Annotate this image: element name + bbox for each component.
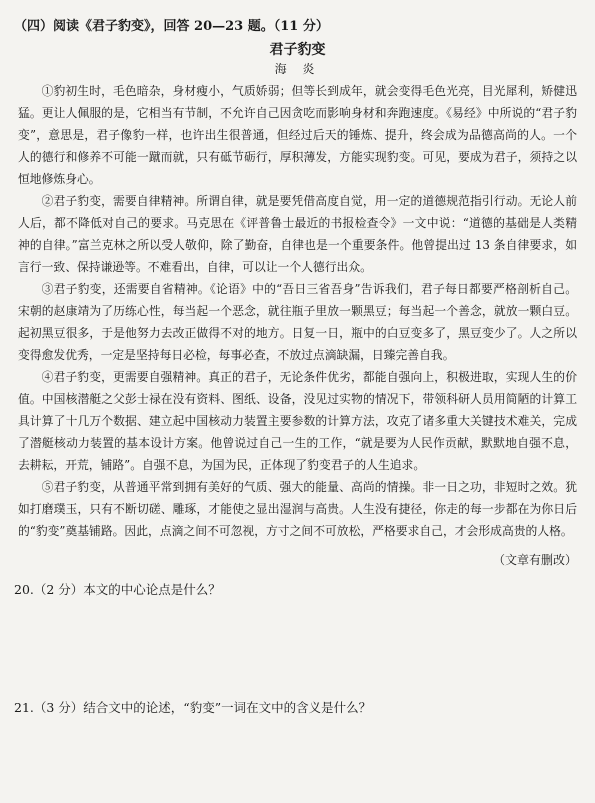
section-header: （四）阅读《君子豹变》，回答 20—23 题。（11 分）: [14, 19, 329, 34]
question-20: 20.（2 分）本文的中心论点是什么？: [14, 582, 221, 597]
article-author: 海 炎: [274, 62, 321, 76]
paragraph-2: ②君子豹变，需要自律精神。所谓自律，就是要凭借高度自觉，用一定的道德规范指引行动。无论人前人后，都不降低对自己的要求。马克思在《评普鲁士最近的书报检查令》一文中说：“道德的基础是人类精神的自律。”富兰克林之所以受人敬仰，除了勤奋，自律也是一个重要条件。他曾提出过 13 条自律要求，如言行一致、保持谦逊等。不难看出，自律，可以让一个人德行出众。: [18, 194, 577, 274]
paragraph-4: ④君子豹变，更需要自强精神。真正的君子，无论条件优劣，都能自强向上，积极进取，实现人生的价值。中国核潜艇之父彭士禄在没有资料、图纸、设备，没见过实物的情况下，带领科研人员用简陋的计算工具计算了十几万个数据、建立起中国核动力装置主要参数的计算方法，攻克了诸多重大关键技术难关，完成了潜艇核动力装置的基本设计方案。他曾说过自己一生的工作，“就是要为人民作贡献，默默地自强不息，去耕耘，开荒，铺路”。自强不息，为国为民，正体现了豹变君子的人生追求。: [18, 370, 577, 472]
paragraph-1: ①豹初生时，毛色暗杂，身材瘦小，气质娇弱；但等长到成年，就会变得毛色光亮，目光犀利，矫健迅猛。更让人佩服的是，它相当有节制，不允许自己因贪吃而影响身材和奔跑速度。《易经》中所说的“君子豹变”，意思是，君子像豹一样，也许出生很普通，但经过后天的锤炼、提升，终会成为品德高尚的人。一个人的德行和修养不可能一蹴而就，只有砥节砺行，厚积薄发，方能实现豹变。可见，要成为君子，须持之以恒地修炼身心。: [18, 84, 577, 186]
paragraph-3: ③君子豹变，还需要自省精神。《论语》中的“吾日三省吾身”告诉我们，君子每日都要严格剖析自己。宋朝的赵康靖为了历练心性，每当起一个恶念，就往瓶子里放一颗黑豆；每当起一个善念，就放一颗白豆。起初黑豆很多，于是他努力去改正做得不对的地方。日复一日，瓶中的白豆变多了，黑豆变少了。人之所以变得愈发优秀，一定是坚持每日必检，每事必查，不放过点滴缺漏，日臻完善自我。: [18, 282, 577, 362]
article-title: 君子豹变: [269, 42, 326, 58]
question-21: 21.（3 分）结合文中的论述，“豹变”一词在文中的含义是什么？: [14, 700, 372, 715]
paragraph-5: ⑤君子豹变，从普通平常到拥有美好的气质、强大的能量、高尚的情操。非一日之功，非短时之效。犹如打磨璞玉，只有不断切磋、雕琢，才能使之显出湿润与高贵。人生没有捷径，你走的每一步都在为你日后的“豹变”奠基铺路。因此，点滴之间不可忽视，方寸之间不可放松，严格要求自己，才会形成高贵的人格。: [18, 480, 577, 538]
source-note: （文章有删改）: [492, 553, 577, 567]
